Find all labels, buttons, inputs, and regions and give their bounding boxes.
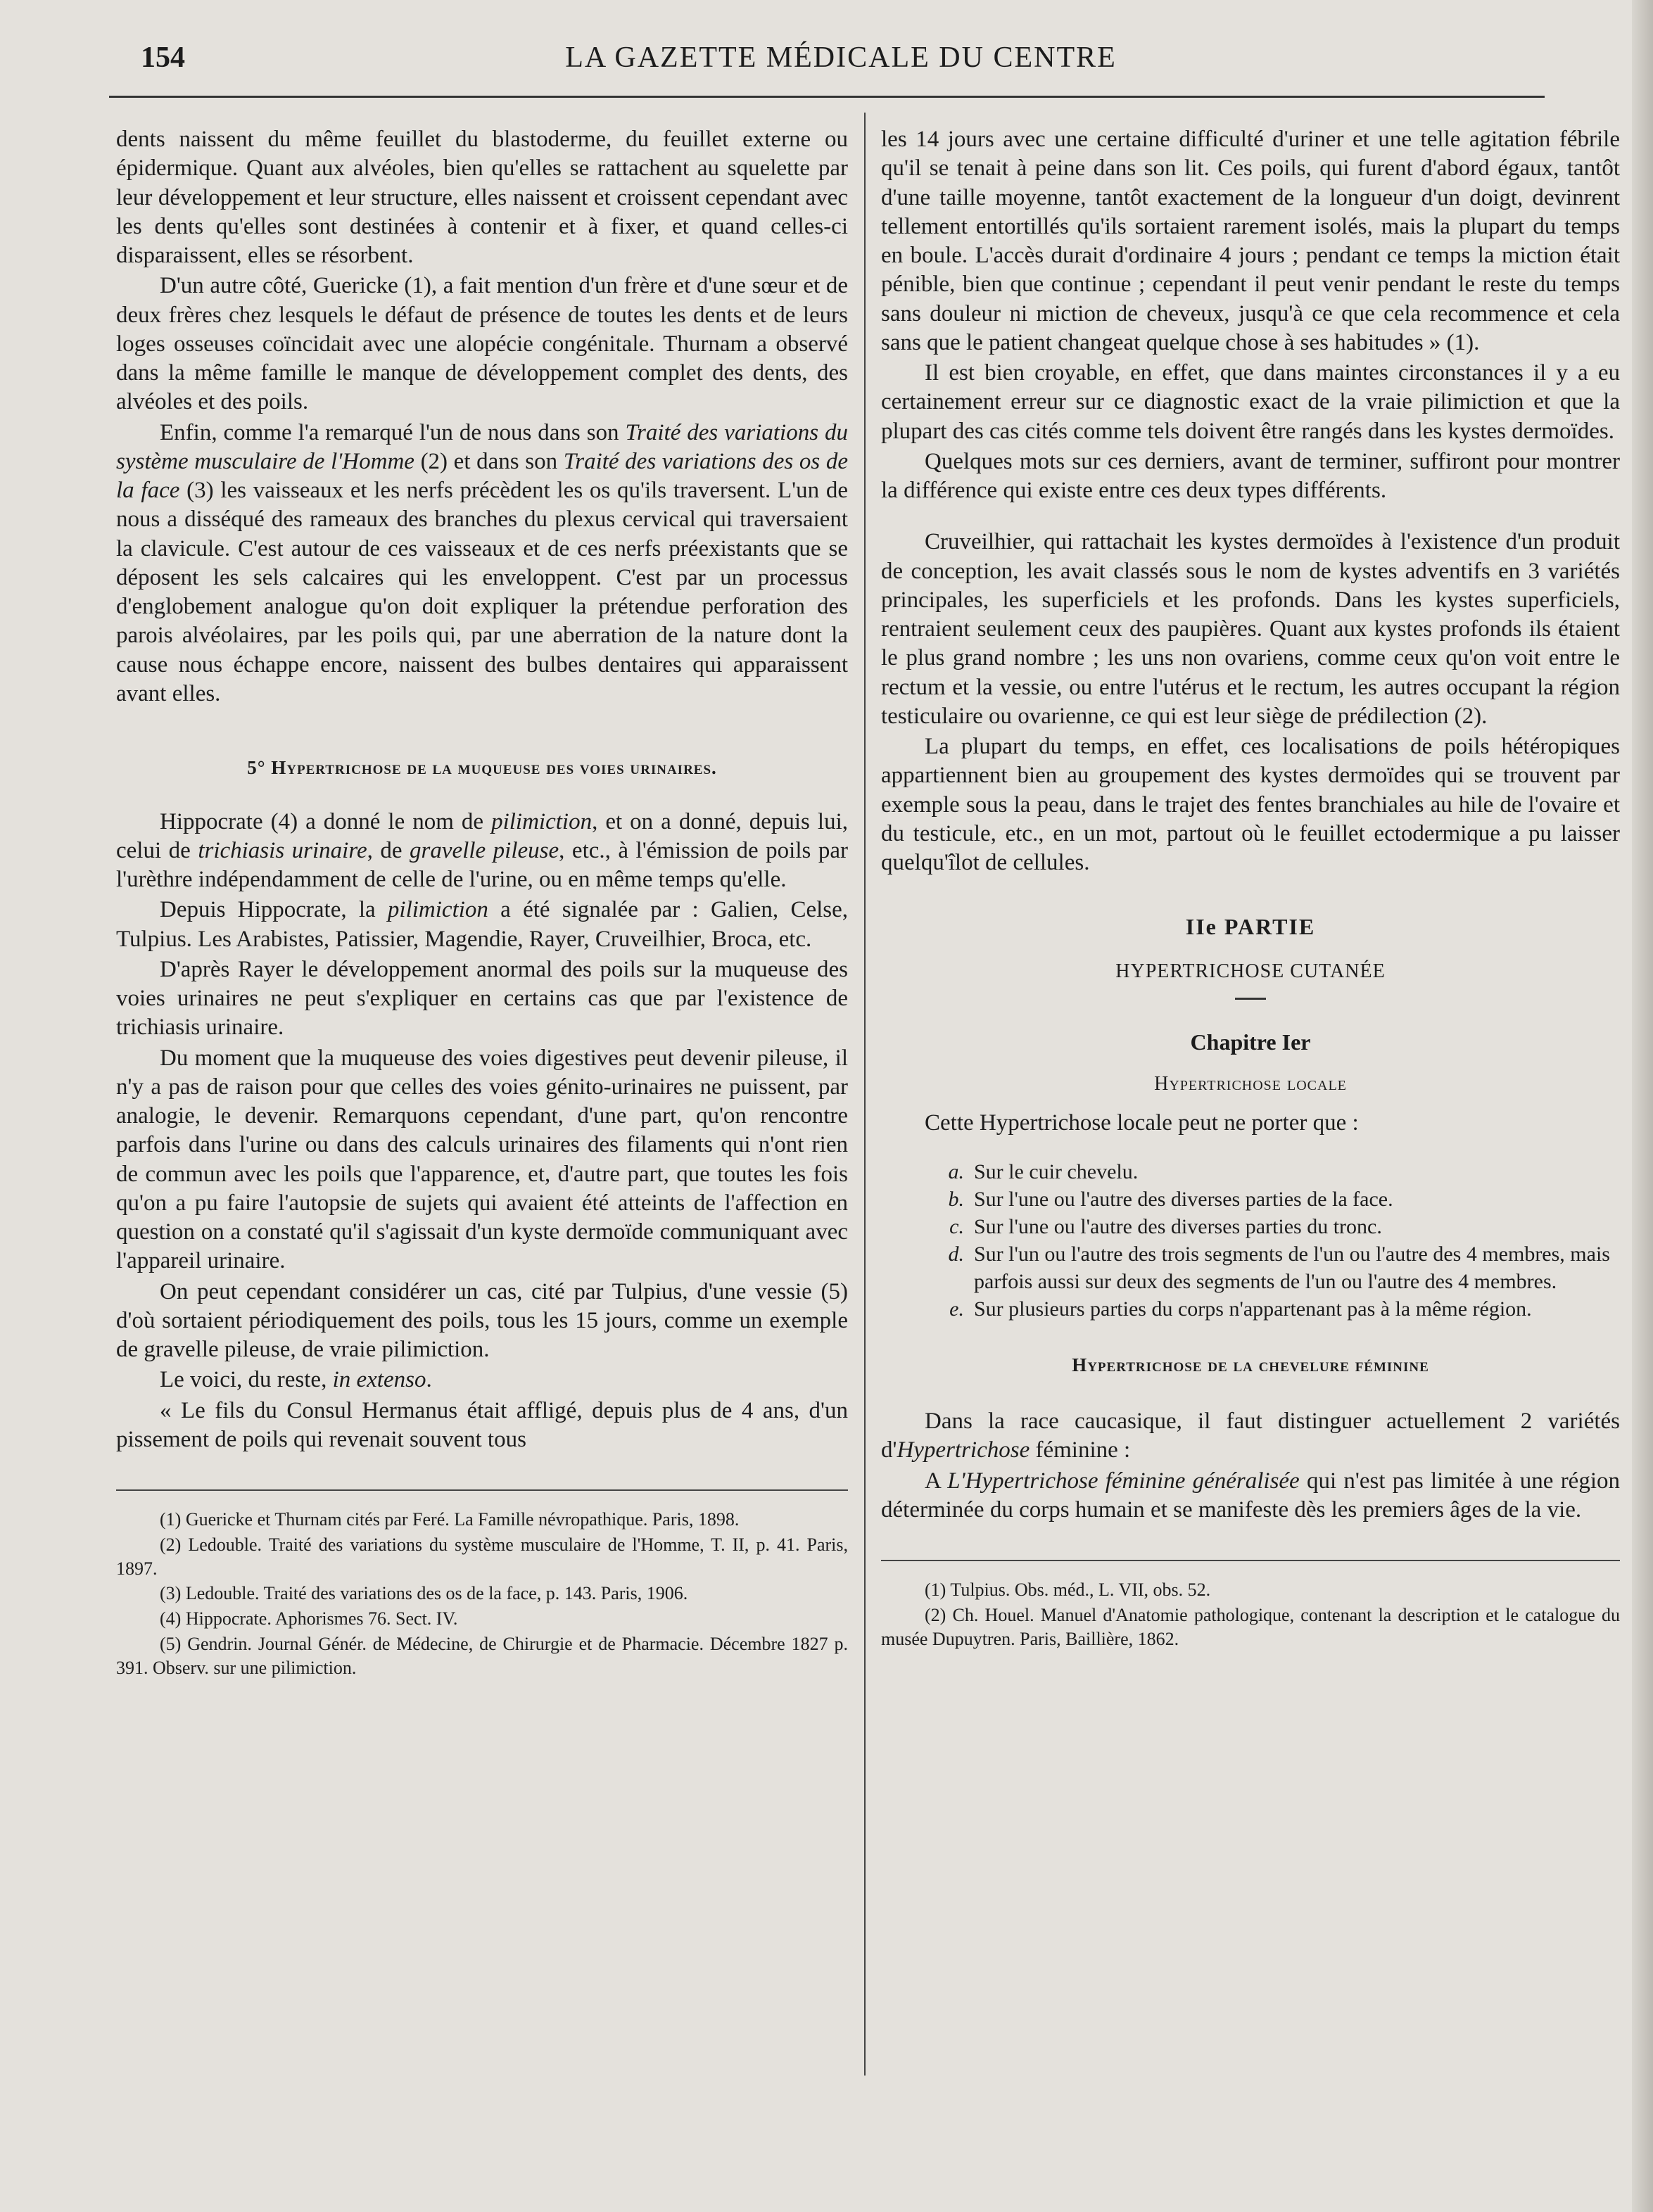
section-title: Hypertrichose de la chevelure féminine bbox=[1072, 1354, 1429, 1375]
paragraph: On peut cependant considérer un cas, cité par Tulpius, d'une vessie (5) d'où sortaient périodiquement des poils, tous les 15 jours, comme un exemple de gravelle pileuse, de vraie pilimiction. bbox=[116, 1278, 848, 1362]
paragraph: dents naissent du même feuillet du blastoderme, du feuillet externe ou épidermique. Quant aux alvéoles, bien qu'elles se rattachent au squelette par leur développement et leur structure, elles naissent et croissent cependant avec les dents qu'elles sont destinées à contenir et à fixer, et quand celles-ci disparaissent, elles se résorbent. bbox=[116, 127, 848, 268]
footnote: (2) Ch. Houel. Manuel d'Anatomie pathologique, contenant la description et le catalogue du musée Dupuytren. Paris, Baillière, 1862. bbox=[881, 1604, 1620, 1649]
footnote-rule bbox=[881, 1560, 1620, 1561]
section-title: 5° Hypertrichose de la muqueuse des voies urinaires. bbox=[247, 757, 717, 778]
journal-title: LA GAZETTE MÉDICALE DU CENTRE bbox=[565, 42, 1117, 74]
paragraph: « Le fils du Consul Hermanus était affligé, depuis plus de 4 ans, d'un pissement de poils qui revenait souvent tous bbox=[116, 1397, 848, 1452]
list-item: e. Sur plusieurs parties du corps n'appartenant pas à la même région. bbox=[949, 1297, 1532, 1321]
list-item: a. Sur le cuir chevelu. bbox=[948, 1159, 1139, 1183]
header-rule bbox=[109, 96, 1545, 98]
paragraph: Cruveilhier, qui rattachait les kystes dermoïdes à l'existence d'un produit de conception, les avait classés sous le nom de kystes adventifs en 3 variétés principales, les superficiels et les profonds. Dans les kystes superficiels, rentraient seulement ceux des paupières. Quant aux kystes profonds ils étaient le plus grand nombre ; les uns non ovariens, comme ceux qu'on voit entre le rectum et la vessie, ou entre l'utérus et le rectum, les autres occupant la région testiculaire ou ovarienne, ce qui est leur siège de prédilection (2). bbox=[881, 529, 1620, 729]
paragraph: Dans la race caucasique, il faut distinguer actuellement 2 variétés d'Hypertrichose féminine : bbox=[881, 1409, 1620, 1463]
chapter-title: Chapitre Ier bbox=[1190, 1029, 1311, 1055]
paragraph: Enfin, comme l'a remarqué l'un de nous dans son Traité des variations du système musculaire de l'Homme (2) et dans son Traité des variations des os de la face (3) les vaisseaux et les nerfs précèdent les os qu'ils traversent. L'un de nous a disséqué des rameaux des branches du plexus cervical qui traversaient la clavicule. C'est autour de ces vaisseaux et de ces nerfs préexistants que se déposent les sels calcaires qui les enveloppent. C'est par un processus d'englobement analogue qu'on doit expliquer la prétendue perforation des parois alvéolaires, par les poils qui, par une aberration de la nature dont la cause nous échappe encore, naissent des bulbes dentaires qui apparaissent avant elles. bbox=[116, 419, 849, 706]
paragraph: Depuis Hippocrate, la pilimiction a été signalée par : Galien, Celse, Tulpius. Les Arabistes, Patissier, Magendie, Rayer, Cruveilhier, Broca, etc. bbox=[116, 897, 849, 952]
paragraph: A L'Hypertrichose féminine généralisée qui n'est pas limitée à une région déterminée du corps humain et se manifeste dès les premiers âges de la vie. bbox=[881, 1468, 1620, 1523]
footnotes bbox=[116, 1508, 848, 1680]
column-divider bbox=[864, 113, 866, 2076]
paragraph: Le voici, du reste, in extenso. bbox=[160, 1367, 432, 1393]
part-title: IIe PARTIE bbox=[1185, 914, 1316, 940]
page-header bbox=[141, 41, 1541, 90]
right-column bbox=[881, 125, 1620, 1651]
left-column bbox=[116, 125, 848, 1680]
list-item: d. Sur l'un ou l'autre des trois segments de l'un ou l'autre des 4 membres, mais parfois aussi sur deux des segments de l'un ou l'autre des 4 membres. bbox=[948, 1242, 1610, 1293]
footnote: (1) Guericke et Thurnam cités par Feré. La Famille névropathique. Paris, 1898. bbox=[160, 1509, 740, 1530]
footnote: (2) Ledouble. Traité des variations du système musculaire de l'Homme, T. II, p. 41. Paris, 1897. bbox=[116, 1534, 848, 1579]
page-number: 154 bbox=[141, 42, 185, 74]
paragraph: les 14 jours avec une certaine difficulté d'uriner et une telle agitation fébrile qu'il se tenait à peine dans son lit. Ces poils, qui furent d'abord égaux, tantôt d'une taille moyenne, tantôt exactement de la longueur d'un doigt, devinrent tellement entortillés qu'ils sortaient rarement isolés, mais la plupart du temps en boule. L'accès durait d'ordinaire 4 jours ; pendant ce temps la miction était pénible, bien que continue ; cependant il peut venir pendant le reste du temps sans douleur ni miction de cheveux, jusqu'à ce que cela recommence et cela sans que le patient changeat quelque chose à ses habitudes » (1). bbox=[881, 127, 1620, 355]
footnote: (3) Ledouble. Traité des variations des os de la face, p. 143. Paris, 1906. bbox=[160, 1583, 688, 1604]
paragraph: Hippocrate (4) a donné le nom de pilimiction, et on a donné, depuis lui, celui de trichiasis urinaire, de gravelle pileuse, etc., à l'émission de poils par l'urèthre indépendamment de celle de l'urine, ou en même temps qu'elle. bbox=[116, 808, 848, 892]
list-item: b. Sur l'une ou l'autre des diverses parties de la face. bbox=[948, 1187, 1393, 1211]
footnotes bbox=[881, 1578, 1620, 1651]
paragraph: Quelques mots sur ces derniers, avant de terminer, suffiront pour montrer la différence qui existe entre ces deux types différents. bbox=[881, 448, 1620, 503]
paragraph: Du moment que la muqueuse des voies digestives peut devenir pileuse, il n'y a pas de raison pour que celles des voies génito-urinaires ne puissent, par analogie, le devenir. Remarquons cependant, d'une part, qu'on rencontre parfois dans l'urine ou dans des calculs urinaires des filaments qui n'ont rien de commun avec les poils que l'apparence, et, d'autre part, que toutes les fois qu'on a pu faire l'autopsie de sujets qui avaient été atteints de l'affection en question on a constaté qu'il s'agissait d'un kyste dermoïde communiquant avec l'appareil urinaire. bbox=[116, 1045, 848, 1274]
lettered-list bbox=[881, 1158, 1620, 1323]
footnote-rule bbox=[116, 1489, 848, 1491]
page-edge bbox=[1632, 0, 1653, 2212]
paragraph: La plupart du temps, en effet, ces localisations de poils hétéropiques appartiennent bien au groupement des kystes dermoïdes qui se trouvent par exemple sous la peau, dans le trajet des fentes branchiales au hile de l'ovaire et du testicule, etc., en un mot, partout où le feuillet ectodermique a pu laisser quelqu'îlot de cellules. bbox=[881, 734, 1620, 875]
list-item: c. Sur l'une ou l'autre des diverses parties du tronc. bbox=[949, 1214, 1382, 1238]
footnote: (5) Gendrin. Journal Génér. de Médecine, de Chirurgie et de Pharmacie. Décembre 1827 p. 391. Observ. sur une pilimiction. bbox=[116, 1633, 848, 1678]
part-subtitle: HYPERTRICHOSE CUTANÉE bbox=[1115, 960, 1386, 983]
list-intro: Cette Hypertrichose locale peut ne porter que : bbox=[925, 1110, 1359, 1136]
footnote: (1) Tulpius. Obs. méd., L. VII, obs. 52. bbox=[925, 1579, 1211, 1600]
paragraph: D'après Rayer le développement anormal des poils sur la muqueuse des voies urinaires ne peut s'expliquer en certains cas que par l'existence de trichiasis urinaire. bbox=[116, 956, 848, 1041]
chapter-subtitle: Hypertrichose locale bbox=[1154, 1073, 1347, 1095]
separator-dash bbox=[1235, 998, 1266, 1000]
paragraph: Il est bien croyable, en effet, que dans maintes circonstances il y a eu certainement erreur sur ce diagnostic exact de la vraie pilimiction et que la plupart des cas cités comme tels doivent être rangés dans les kystes dermoïdes. bbox=[881, 360, 1620, 444]
footnote: (4) Hippocrate. Aphorismes 76. Sect. IV. bbox=[160, 1608, 458, 1629]
paragraph: D'un autre côté, Guericke (1), a fait mention d'un frère et d'une sœur et de deux frères chez lesquels le défaut de présence de toutes les dents et de leurs loges osseuses coïncidait avec une alopécie congénitale. Thurnam a observé dans la même famille le manque de développement complet des dents, des alvéoles et des poils. bbox=[116, 273, 848, 415]
